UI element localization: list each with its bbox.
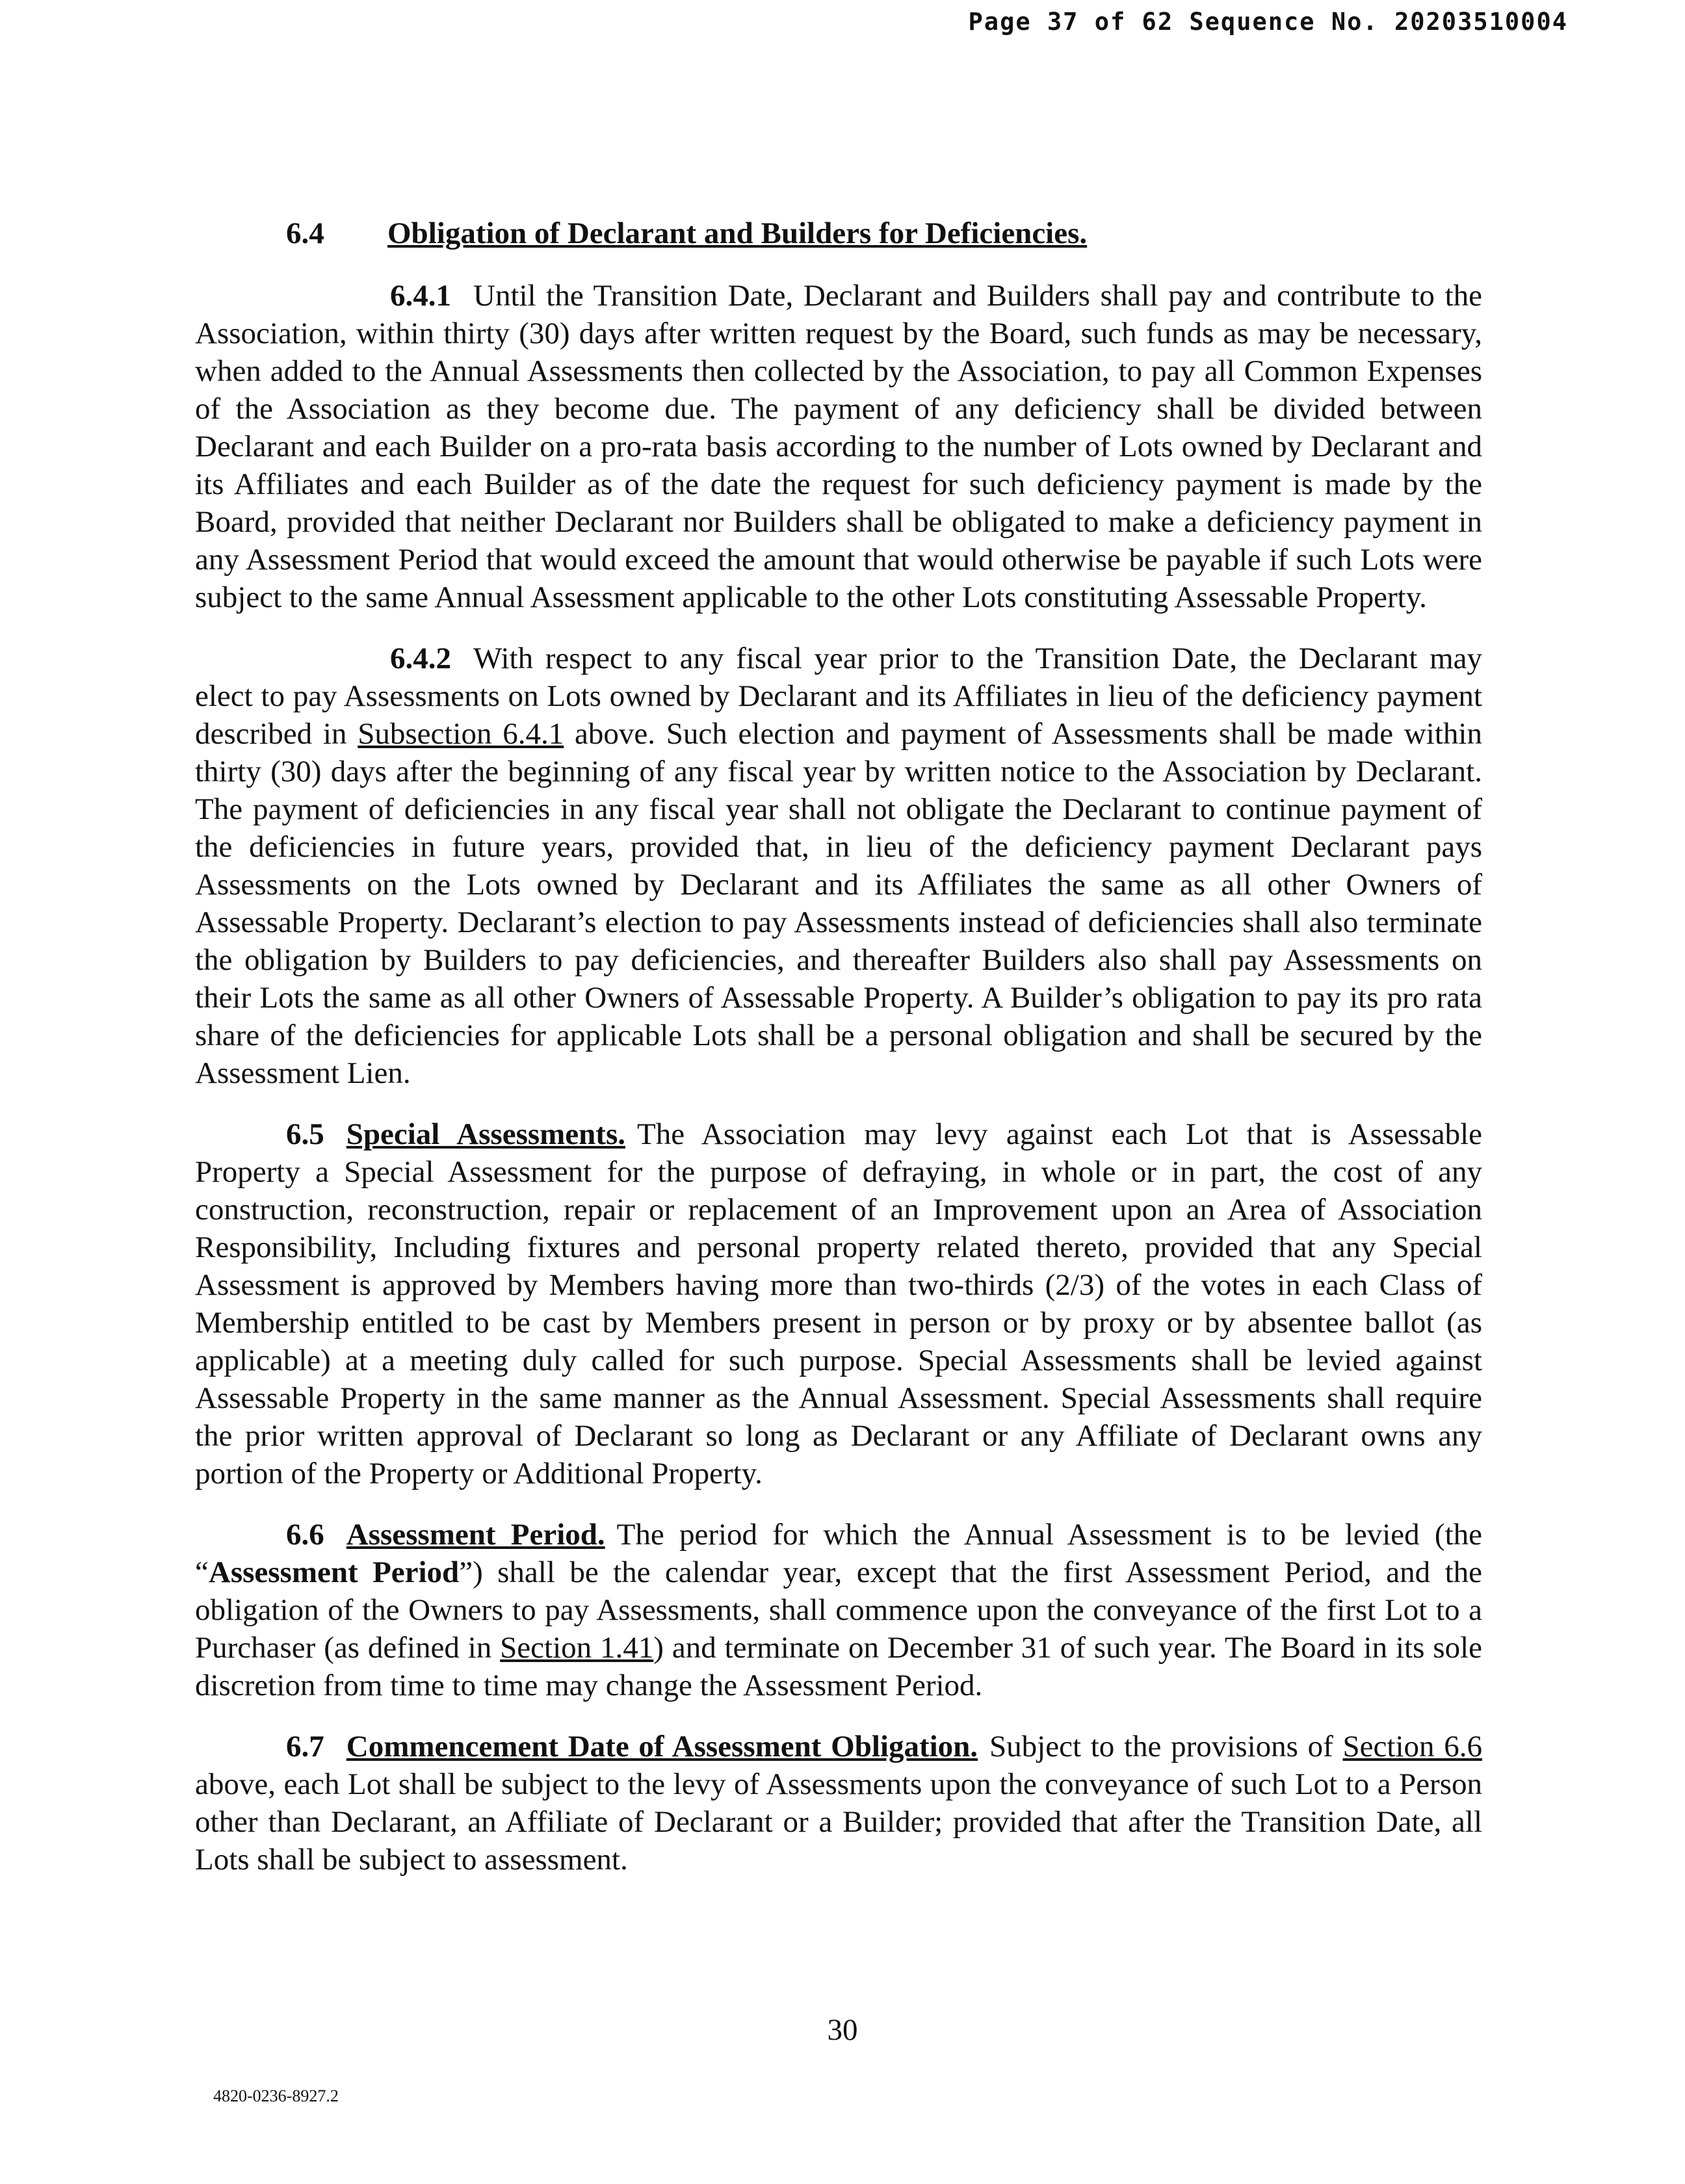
section-number: 6.6 — [286, 1518, 324, 1552]
cross-reference: Section 6.6 — [1342, 1730, 1482, 1763]
section-6-4-heading — [286, 214, 1482, 252]
section-text: ) and terminate on December 31 of such year. The Board in its sole discretion from time to time may change the Assessment Period. — [195, 1631, 1483, 1702]
section-6-7 — [195, 1728, 1482, 1878]
subsection-number: 6.4.1 — [390, 279, 451, 313]
section-number: 6.7 — [286, 1730, 324, 1763]
section-number: 6.4 — [286, 216, 324, 250]
subsection-6-4-1 — [195, 277, 1482, 616]
page-number: 30 — [827, 2013, 858, 2047]
subsection-text: above. Such election and payment of Assessments shall be made within thirty (30) days after the beginning of any fiscal year by written notice to the Association by Declarant. The payment of deficiencies in any fiscal year shall not obligate the Declarant to continue payment of the deficiencies in future years, provided that, in lieu of the deficiency payment Declarant pays Assessments on the Lots owned by Declarant and its Affiliates the same as all other Owners of Assessable Property. Declarant’s election to pay Assessments instead of deficiencies shall also terminate the obligation by Builders to pay deficiencies, and thereafter Builders also shall pay Assessments on their Lots the same as all other Owners of Assessable Property. A Builder’s obligation to pay its pro rata share of the deficiencies for applicable Lots shall be a personal obligation and shall be secured by the Assessment Lien. — [195, 717, 1482, 1090]
document-body — [195, 214, 1482, 1902]
subsection-text: With respect to any fiscal year prior to the Transition Date, the Declarant may elect to pay Assessments on Lots owned by Declarant and its Affiliates in lieu of the deficiency payment described in — [195, 642, 1482, 751]
cross-reference: Section 1.41 — [500, 1631, 654, 1665]
cross-reference: Subsection 6.4.1 — [358, 717, 564, 751]
defined-term: Assessment Period — [208, 1555, 460, 1589]
section-6-5 — [195, 1115, 1482, 1492]
section-number: 6.5 — [286, 1117, 324, 1151]
document-id: 4820-0236-8927.2 — [213, 2086, 339, 2105]
section-title: Obligation of Declarant and Builders for Deficiencies. — [387, 216, 1088, 250]
subsection-6-4-2 — [195, 640, 1482, 1092]
section-text: Subject to the provisions of — [989, 1730, 1343, 1763]
section-6-6 — [195, 1516, 1482, 1704]
section-title: Assessment Period. — [346, 1518, 605, 1552]
section-text: The period for which the Annual Assessment is to be levied (the “ — [195, 1518, 1482, 1589]
subsection-text: Until the Transition Date, Declarant and Builders shall pay and contribute to the Association, within thirty (30) days after written request by the Board, such funds as may be necessary, when added to the Annual Assessments then collected by the Association, to pay all Common Expenses of the Association as they become due. The payment of any deficiency shall be divided between Declarant and each Builder on a pro-rata basis according to the number of Lots owned by Declarant and its Affiliates and each Builder as of the date the request for such deficiency payment is made by the Board, provided that neither Declarant nor Builders shall be obligated to make a deficiency payment in any Assessment Period that would exceed the amount that would otherwise be payable if such Lots were subject to the same Annual Assessment applicable to the other Lots constituting Assessable Property. — [195, 279, 1482, 614]
section-text: ”) shall be the calendar year, except that the first Assessment Period, and the obligation of the Owners to pay Assessments, shall commence upon the conveyance of the first Lot to a Purchaser (as defined in — [195, 1555, 1482, 1665]
section-title: Special Assessments. — [346, 1117, 626, 1151]
section-title: Commencement Date of Assessment Obligation. — [346, 1730, 978, 1763]
section-text: The Association may levy against each Lot that is Assessable Property a Special Assessment for the purpose of defraying, in whole or in part, the cost of any construction, reconstruction, repair or replacement of an Improvement upon an Area of Association Responsibility, Including fixtures and personal property related thereto, provided that any Special Assessment is approved by Members having more than two-thirds (2/3) of the votes in each Class of Membership entitled to be cast by Members present in person or by proxy or by absentee ballot (as applicable) at a meeting duly called for such purpose. Special Assessments shall be levied against Assessable Property in the same manner as the Annual Assessment. Special Assessments shall require the prior written approval of Declarant so long as Declarant or any Affiliate of Declarant owns any portion of the Property or Additional Property. — [195, 1117, 1482, 1490]
section-text: above, each Lot shall be subject to the levy of Assessments upon the conveyance of such Lot to a Person other than Declarant, an Affiliate of Declarant or a Builder; provided that after the Transition Date, all Lots shall be subject to assessment. — [195, 1767, 1482, 1877]
subsection-number: 6.4.2 — [390, 642, 451, 675]
page-sequence-stamp: Page 37 of 62 Sequence No. 20203510004 — [968, 8, 1568, 36]
